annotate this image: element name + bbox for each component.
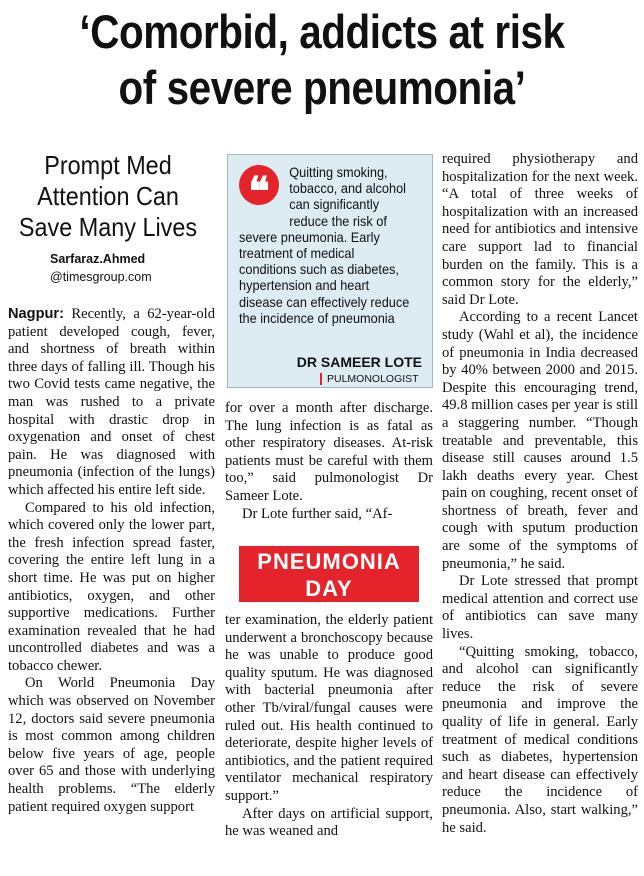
- label-line-1: PNEUMONIA: [257, 549, 401, 574]
- subheadline: Prompt Med Attention Can Save Many Lives: [18, 150, 198, 242]
- article-paragraph-1: [8, 306, 215, 500]
- article-paragraph-10: Dr Lote stressed that prompt medical attention and correct use of antibiotics can save many lives.: [442, 573, 638, 643]
- headline-line-2: of severe pneumonia’: [118, 61, 526, 114]
- dateline: Nagpur:: [8, 306, 64, 322]
- article-paragraph-9: According to a recent Lancet study (Wahl et al), the incidence of pneumonia in India decreased by 40% between 2000 and 2015. Despite this encouraging trend, 49.8 million cases per year is still a staggering number. “Though treatable and preventable, this disease still causes around 1.5 lakh deaths every year. Chest pain on coughing, recent onset of shortness of breath, fever and cough with sputum production are some of the symptoms of pneumonia,” he said.: [442, 309, 638, 572]
- article-paragraph-7: After days on artificial support, he was weaned and: [225, 805, 433, 840]
- article-column-2-top: [225, 400, 433, 528]
- article-column-1: [8, 306, 215, 876]
- quote-icon: ❝: [239, 165, 279, 205]
- label-line-2: DAY: [305, 576, 353, 601]
- pull-quote-text: Quitting smoking, tobacco, and alcohol can significantly reduce the risk of severe pneumonia. Early treatment of medical conditions such as diabetes, hypertension and heart disease can effectively reduce the incidence of pneumonia: [239, 165, 410, 326]
- article-text: Recently, a 62-year-old patient developed cough, fever, and shortness of breath within three days of falling ill. Though his two Covid tests came negative, the man was rushed to a private hospital with drastic drop in oxygenation and onset of chest pain. He was diagnosed with pneumonia (infection of the lungs) which affected his entire left side.: [8, 306, 215, 498]
- article-column-3: [442, 151, 638, 876]
- article-paragraph-8: required physiotherapy and hospitalization for the next week. “A total of three weeks of hospitalization with an increased need for antibiotics and intensive care support lad to financial burden on the family. This is a common story for the elderly,” said Dr Lote.: [442, 151, 638, 308]
- article-paragraph-11: “Quitting smoking, tobacco, and alcohol can significantly reduce the risk of severe pneumonia and improve the quality of life in general. Early treatment of medical conditions such as diabetes, hypertension and heart disease can effectively reduce the incidence of pneumonia. Also, start walking,” he said.: [442, 643, 638, 836]
- article-paragraph-3: On World Pneumonia Day which was observed on November 12, doctors said severe pneumonia is most common among children below five years of age, people over 65 and those with underlying health problems. “The elderly patient required oxygen support: [8, 675, 215, 815]
- byline-email: @timesgroup.com: [50, 270, 152, 284]
- pull-quote-box: [227, 154, 433, 388]
- article-paragraph-2: Compared to his old infection, which covered only the lower part, the fresh infection spread faster, covering the entire left lung in a short time. He was put on higher antibiotics, oxygen, and other supportive medications. Further examination revealed that he had uncontrolled diabetes and was a tobacco chewer.: [8, 499, 215, 674]
- article-paragraph-6: ter examination, the elderly patient underwent a bronchoscopy because he was unable to produce good quality sputum. He was diagnosed with bacterial pneumonia after other Tb/viral/fungal causes were ruled out. His health continued to deteriorate, despite higher levels of antibiotics, and the patient required ventilator mechanical respiratory support.”: [225, 612, 433, 804]
- byline-name: Sarfaraz.Ahmed: [50, 252, 146, 266]
- article-column-2-bottom: [225, 612, 433, 876]
- article-paragraph-4: for over a month after discharge. The lung infection is as fatal as other respiratory diseases. At-risk patients must be careful with them too,” said pulmonologist Dr Sameer Lote.: [225, 400, 433, 504]
- quote-author-role: PULMONOLOGIST: [320, 373, 419, 385]
- quote-author: DR SAMEER LOTE: [296, 354, 422, 370]
- article-paragraph-5: Dr Lote further said, “Af-: [242, 505, 393, 522]
- headline-line-1: ‘Comorbid, addicts at risk: [79, 5, 565, 58]
- pneumonia-day-label: [239, 546, 419, 602]
